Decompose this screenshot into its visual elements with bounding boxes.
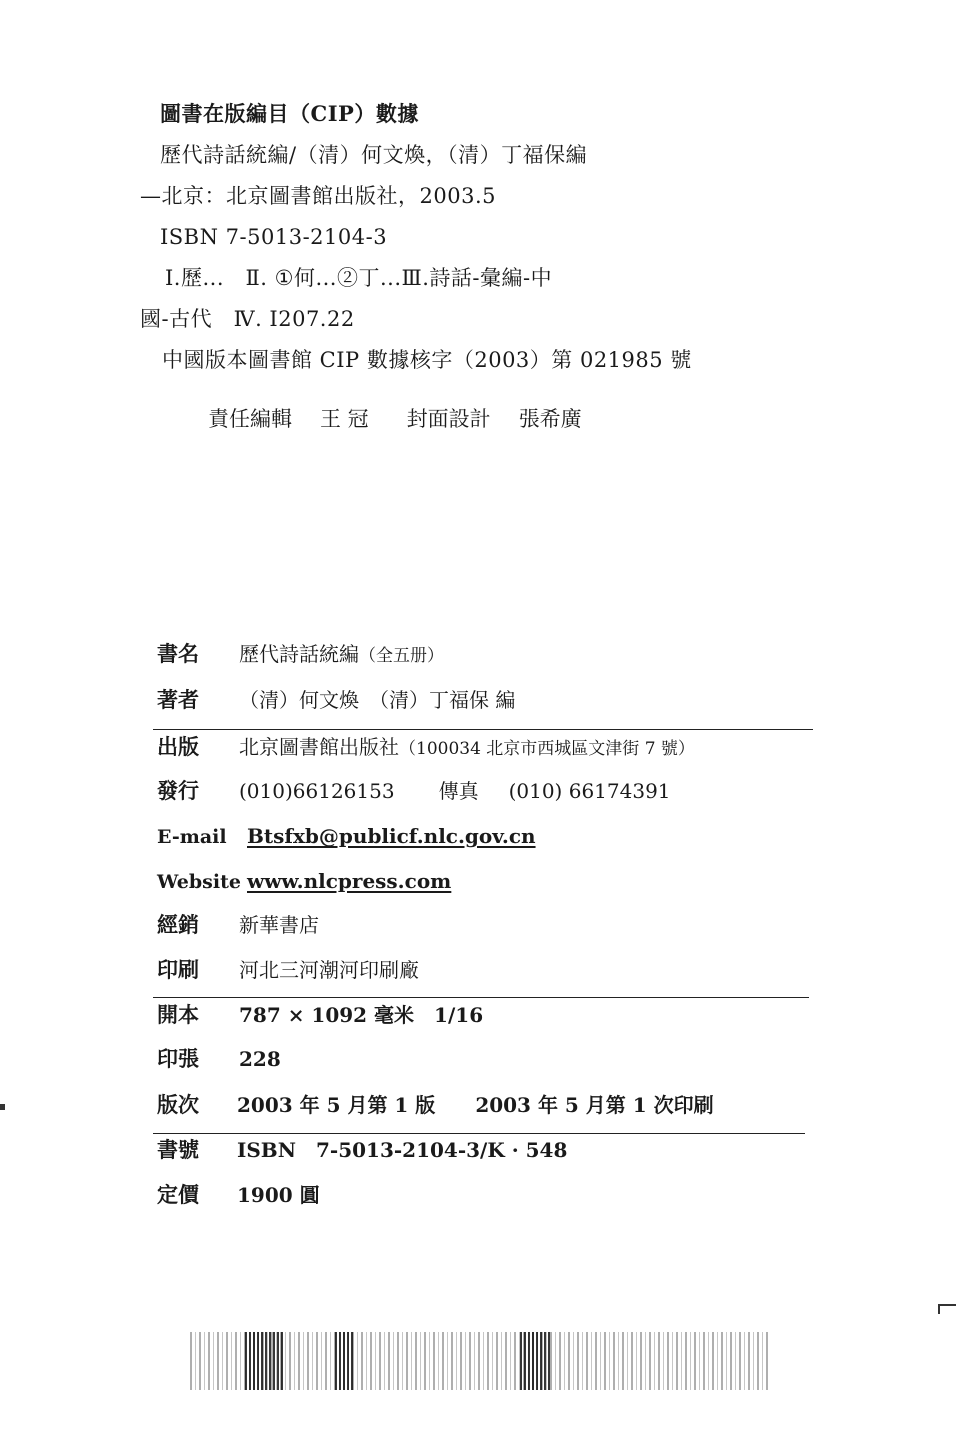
- author-value: （清）何文煥 （清）丁福保 編: [239, 688, 516, 712]
- info-row-website: [157, 867, 452, 896]
- info-row-publisher: [157, 733, 695, 761]
- author-label: 著者: [157, 687, 199, 712]
- website-label: Website: [157, 871, 241, 893]
- info-row-sheets: [157, 1045, 281, 1073]
- price-value: 1900 圓: [237, 1183, 320, 1207]
- info-row-price: [157, 1181, 320, 1209]
- sheets-value: 228: [239, 1047, 281, 1071]
- fax-value: (010) 66174391: [508, 779, 671, 803]
- info-row-seller: [157, 911, 319, 939]
- divider-2: [153, 997, 809, 998]
- edition-value: 2003 年 5 月第 1 版: [237, 1093, 436, 1117]
- cip-title-line: 歷代詩話統編/（清）何文煥，（清）丁福保編: [160, 143, 588, 167]
- cip-publisher-line: —北京：北京圖書館出版社，2003.5: [140, 184, 496, 208]
- info-row-title: [157, 640, 444, 668]
- info-row-edition: [157, 1091, 714, 1119]
- sheets-label: 印張: [157, 1046, 199, 1071]
- scan-barcode-dark-3: [520, 1332, 550, 1390]
- printing-value: 2003 年 5 月第 1 次印刷: [475, 1093, 714, 1117]
- editor-name: 王 冠: [320, 407, 369, 431]
- cip-classification-line: 國-古代 Ⅳ. I207.22: [140, 307, 355, 331]
- credits-line: [208, 405, 582, 433]
- format-value: 787 × 1092 毫米 1/16: [239, 1003, 484, 1027]
- seller-value: 新華書店: [239, 913, 319, 937]
- info-row-author: [157, 686, 516, 714]
- scan-mark-left: [0, 1104, 5, 1110]
- cip-subject-line: Ⅰ.歷... Ⅱ. ①何...②丁...Ⅲ.詩話-彙編-中: [165, 266, 553, 290]
- isbn-value: ISBN 7-5013-2104-3/K · 548: [237, 1138, 568, 1162]
- scan-mark-right: [938, 1304, 956, 1306]
- title-label: 書名: [157, 641, 199, 666]
- printer-label: 印刷: [157, 957, 199, 982]
- title-value: 歷代詩話統編: [239, 642, 359, 666]
- info-row-isbn: [157, 1136, 568, 1164]
- info-row-email: [157, 822, 536, 851]
- scan-barcode-dark-1: [245, 1332, 285, 1390]
- editor-label: 責任編輯: [208, 407, 292, 431]
- website-link[interactable]: www.nlcpress.com: [247, 869, 452, 893]
- cip-header: 圖書在版編目（CIP）數據: [160, 101, 419, 126]
- cover-designer-name: 張希廣: [518, 407, 582, 431]
- info-row-distribution: [157, 777, 671, 805]
- publisher-value: 北京圖書館出版社: [239, 735, 399, 759]
- info-row-format: [157, 1001, 484, 1029]
- seller-label: 經銷: [157, 912, 199, 937]
- cover-designer-label: 封面設計: [406, 407, 491, 431]
- info-row-printer: [157, 956, 419, 984]
- fax-label: 傳真: [438, 779, 479, 803]
- title-note: （全五册）: [359, 646, 444, 666]
- phone-value: (010)66126153: [239, 779, 395, 803]
- isbn-label: 書號: [157, 1137, 199, 1162]
- email-label: E-mail: [157, 826, 227, 848]
- cip-record-number: 中國版本圖書館 CIP 數據核字（2003）第 021985 號: [162, 348, 692, 372]
- scan-barcode-dark-2: [335, 1332, 355, 1390]
- scan-mark-right-tick: [938, 1304, 940, 1314]
- email-link[interactable]: Btsfxb@publicf.nlc.gov.cn: [247, 824, 536, 848]
- publisher-label: 出版: [157, 734, 199, 759]
- format-label: 開本: [157, 1002, 199, 1027]
- edition-label: 版次: [157, 1092, 199, 1117]
- publisher-address: （100034 北京市西城區文津街 7 號）: [399, 739, 695, 759]
- price-label: 定價: [157, 1182, 199, 1207]
- distribution-label: 發行: [157, 778, 199, 803]
- divider-1: [153, 729, 813, 730]
- printer-value: 河北三河潮河印刷廠: [239, 958, 419, 982]
- divider-3: [153, 1133, 805, 1134]
- cip-isbn-line: ISBN 7-5013-2104-3: [160, 225, 388, 249]
